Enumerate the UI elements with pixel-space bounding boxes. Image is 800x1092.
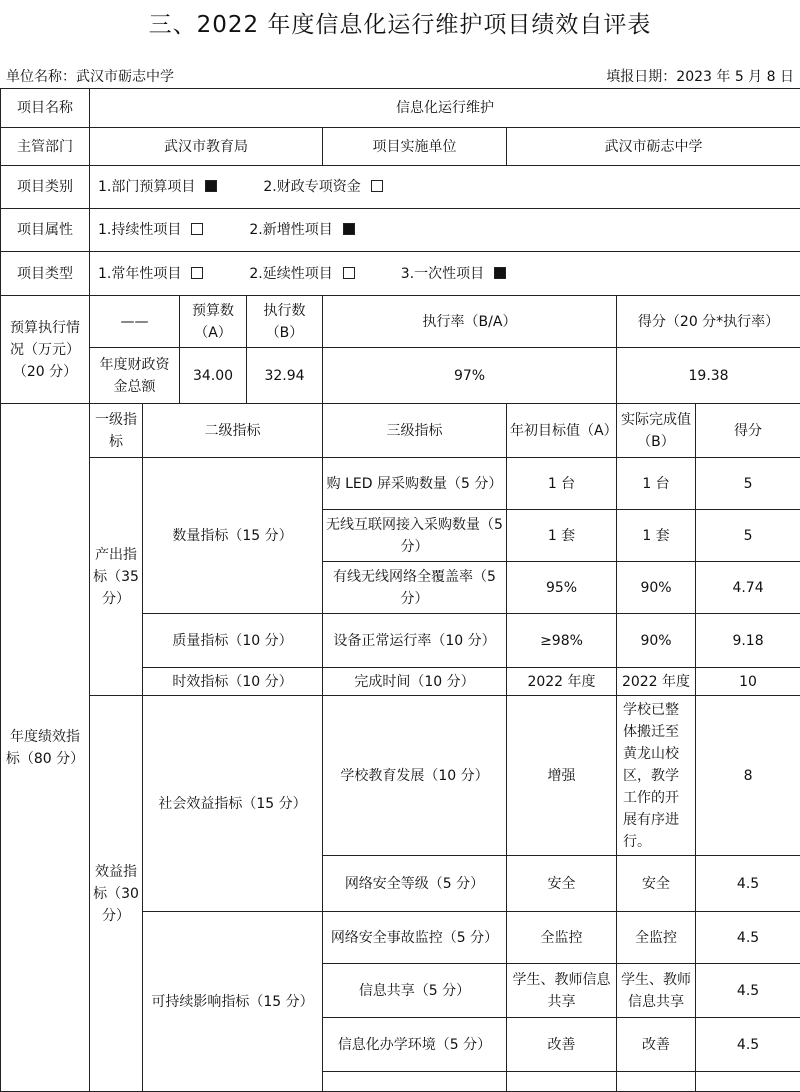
score-value: 19.38 [617,348,800,404]
budget-value: 34.00 [180,348,247,404]
indicator-target: 安全 [507,856,617,912]
indicator-actual: 改善 [617,1018,696,1072]
indicator-name: 网络安全事故监控（5 分） [323,912,507,964]
type-option-extended: 2.延续性项目 [249,266,332,282]
indicator-score: 5 [696,510,800,562]
budget-label: 预算执行情况（万元）（20 分） [1,296,90,404]
indicator-target: 95% [507,562,617,614]
indicator-actual: 2022 年度 [617,668,696,696]
indicator-target: ≥98% [507,614,617,668]
fund-total-label: 年度财政资金总额 [90,348,180,404]
continuation-cell [696,1072,800,1092]
category-option-budget: 1.部门预算项目 [98,179,195,195]
indicator-target: 增强 [507,696,617,856]
category-label: 项目类别 [1,166,90,209]
project-name-value: 信息化运行维护 [90,89,800,128]
indicator-actual: 90% [617,614,696,668]
checkbox-empty-icon [343,267,355,279]
indicator-score: 4.5 [696,856,800,912]
budget-header: 预算数（A） [180,296,247,348]
indicator-target: 学生、教师信息共享 [507,964,617,1018]
indicator-name: 网络安全等级（5 分） [323,856,507,912]
checkbox-empty-icon [191,267,203,279]
exec-header: 执行数（B） [247,296,323,348]
benefit-indicator: 效益指标（30 分） [90,696,143,1092]
type-option-onetime: 3.一次性项目 [401,266,484,282]
exec-value: 32.94 [247,348,323,404]
indicator-score: 4.5 [696,1018,800,1072]
impl-unit-value: 武汉市砺志中学 [507,128,800,166]
header-target: 年初目标值（A） [507,404,617,458]
rate-header: 执行率（B/A） [323,296,617,348]
page-title: 三、2022 年度信息化运行维护项目绩效自评表 [0,6,800,39]
checkbox-checked-icon [343,223,355,235]
quantity-indicator: 数量指标（15 分） [143,458,323,614]
impl-unit-label: 项目实施单位 [323,128,507,166]
indicator-name: 信息共享（5 分） [323,964,507,1018]
category-options [90,166,800,209]
indicator-name: 完成时间（10 分） [323,668,507,696]
indicator-actual: 1 套 [617,510,696,562]
indicator-actual: 学校已整体搬迁至黄龙山校区，教学工作的开展有序进行。 [617,696,696,856]
indicator-target: 1 台 [507,458,617,510]
indicator-score: 10 [696,668,800,696]
indicator-score: 9.18 [696,614,800,668]
social-benefit-indicator: 社会效益指标（15 分） [143,696,323,912]
checkbox-empty-icon [191,223,203,235]
category-option-special: 2.财政专项资金 [263,179,360,195]
header-level1: 一级指标 [90,404,143,458]
score-header: 得分（20 分*执行率） [617,296,800,348]
timeliness-indicator: 时效指标（10 分） [143,668,323,696]
indicator-name: 无线互联网接入采购数量（5 分） [323,510,507,562]
checkbox-checked-icon [205,180,217,192]
unit-name: 单位名称：武汉市砺志中学 [6,66,174,86]
evaluation-table [0,88,800,1092]
dept-value: 武汉市教育局 [90,128,323,166]
header-actual: 实际完成值（B） [617,404,696,458]
quality-indicator: 质量指标（10 分） [143,614,323,668]
indicator-actual: 安全 [617,856,696,912]
dept-label: 主管部门 [1,128,90,166]
type-option-regular: 1.常年性项目 [98,266,181,282]
type-options [90,252,800,296]
continuation-cell [617,1072,696,1092]
project-name-label: 项目名称 [1,89,90,128]
sustainability-indicator: 可持续影响指标（15 分） [143,912,323,1092]
header-score: 得分 [696,404,800,458]
indicator-target: 全监控 [507,912,617,964]
indicator-score: 5 [696,458,800,510]
attribute-option-continuous: 1.持续性项目 [98,222,181,238]
indicator-name: 设备正常运行率（10 分） [323,614,507,668]
checkbox-empty-icon [371,180,383,192]
indicator-name: 有线无线网络全覆盖率（5 分） [323,562,507,614]
indicator-target: 改善 [507,1018,617,1072]
type-label: 项目类型 [1,252,90,296]
indicator-name: 学校教育发展（10 分） [323,696,507,856]
indicator-name: 信息化办学环境（5 分） [323,1018,507,1072]
indicator-name: 购 LED 屏采购数量（5 分） [323,458,507,510]
indicator-actual: 90% [617,562,696,614]
indicator-actual: 全监控 [617,912,696,964]
indicator-target: 1 套 [507,510,617,562]
budget-dash: —— [90,296,180,348]
output-indicator: 产出指标（35 分） [90,458,143,696]
indicator-score: 4.5 [696,964,800,1018]
perf-label: 年度绩效指标（80 分） [1,404,90,1092]
header-level2: 二级指标 [143,404,323,458]
indicator-score: 8 [696,696,800,856]
indicator-target: 2022 年度 [507,668,617,696]
indicator-actual: 学生、教师信息共享 [617,964,696,1018]
indicator-score: 4.5 [696,912,800,964]
header-level3: 三级指标 [323,404,507,458]
fill-date: 填报日期：2023 年 5 月 8 日 [606,66,794,86]
indicator-actual: 1 台 [617,458,696,510]
attribute-label: 项目属性 [1,209,90,252]
attribute-option-new: 2.新增性项目 [249,222,332,238]
continuation-cell [507,1072,617,1092]
continuation-cell [323,1072,507,1092]
checkbox-checked-icon [494,267,506,279]
indicator-score: 4.74 [696,562,800,614]
rate-value: 97% [323,348,617,404]
attribute-options [90,209,800,252]
